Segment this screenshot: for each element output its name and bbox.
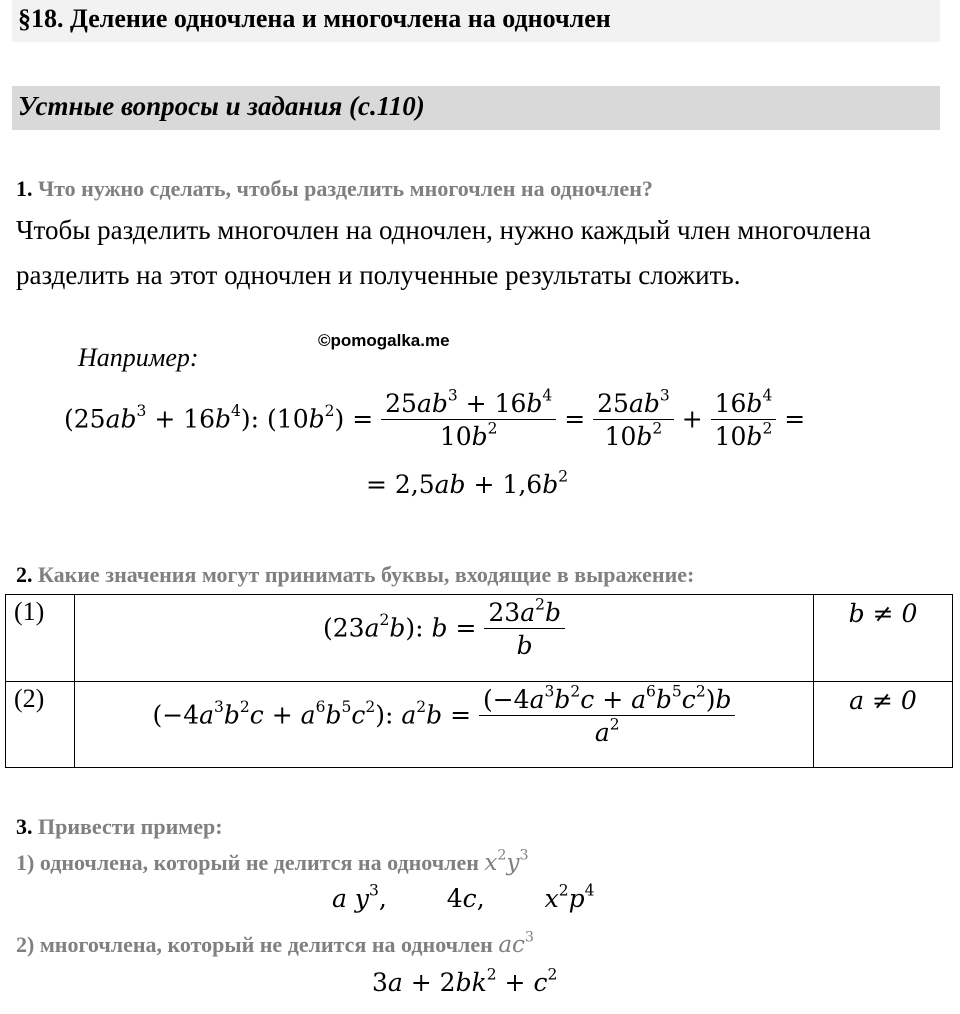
section-title: Устные вопросы и задания (с.110): [18, 91, 425, 121]
expression-cell: $(23a^2b)$: b = $\frac{23a^2b}{b}$: [75, 595, 814, 682]
question-3-text: Привести пример:: [38, 814, 223, 839]
part-1-answer: a $y^3$, 4c, $x^2p^4$: [332, 881, 595, 913]
row-label: (1): [6, 595, 75, 682]
example-formula-line-1: $(25ab^3 + 16b^4)$: $(10b^2)$ = $\frac{25ab^3 + 16b^4}{10b^2}$ = $\frac{25ab^3}{10b^2}$ + $\frac{16b^4}{10b^2}$ =: [64, 386, 806, 452]
question-3: [16, 814, 223, 840]
part-1-text: 1) одночлена, который не делится на одночлен: [16, 850, 479, 875]
condition-text: b ≠ 0: [848, 599, 918, 628]
question-1: [16, 176, 653, 202]
expression-cell: $(-4a^3b^2c + a^6b^5c^2)$: $a^2b$ = $\frac{(-4a^3b^2c + a^6b^5c^2)b}{a^2}$: [75, 682, 814, 768]
example-formula-line-2: = $2,5ab + 1,6b^2$: [366, 467, 569, 499]
example-label: Например:: [78, 343, 199, 372]
question-2-number: 2.: [16, 562, 33, 587]
row-label: (2): [6, 682, 75, 768]
question-2: [16, 562, 694, 588]
expressions-table: [5, 594, 953, 768]
part-2-answer: $3a + 2bk^2 + c^2$: [372, 965, 558, 997]
question-3-part-2: 2) многочлена, который не делится на одночлен $ac^3$: [16, 929, 534, 958]
table-row: [6, 595, 953, 682]
watermark: ©pomogalka.me: [318, 331, 450, 350]
answer-1: Чтобы разделить многочлен на одночлен, нужно каждый член многочлена разделить на этот одночлен и полученные результаты сложить.: [16, 215, 871, 290]
question-1-text: Что нужно сделать, чтобы разделить многочлен на одночлен?: [38, 176, 653, 201]
part-2-text: 2) многочлена, который не делится на одночлен: [16, 932, 493, 957]
condition-cell: [814, 595, 953, 682]
question-2-text: Какие значения могут принимать буквы, входящие в выражение:: [38, 562, 695, 587]
question-3-part-1: 1) одночлена, который не делится на одночлен $x^2y^3$: [16, 847, 529, 876]
page-title: §18. Деление одночлена и многочлена на одночлен: [18, 4, 611, 33]
condition-text: a ≠ 0: [849, 686, 917, 715]
table-row: [6, 682, 953, 768]
condition-cell: [814, 682, 953, 768]
question-3-number: 3.: [16, 814, 33, 839]
question-1-number: 1.: [16, 176, 33, 201]
